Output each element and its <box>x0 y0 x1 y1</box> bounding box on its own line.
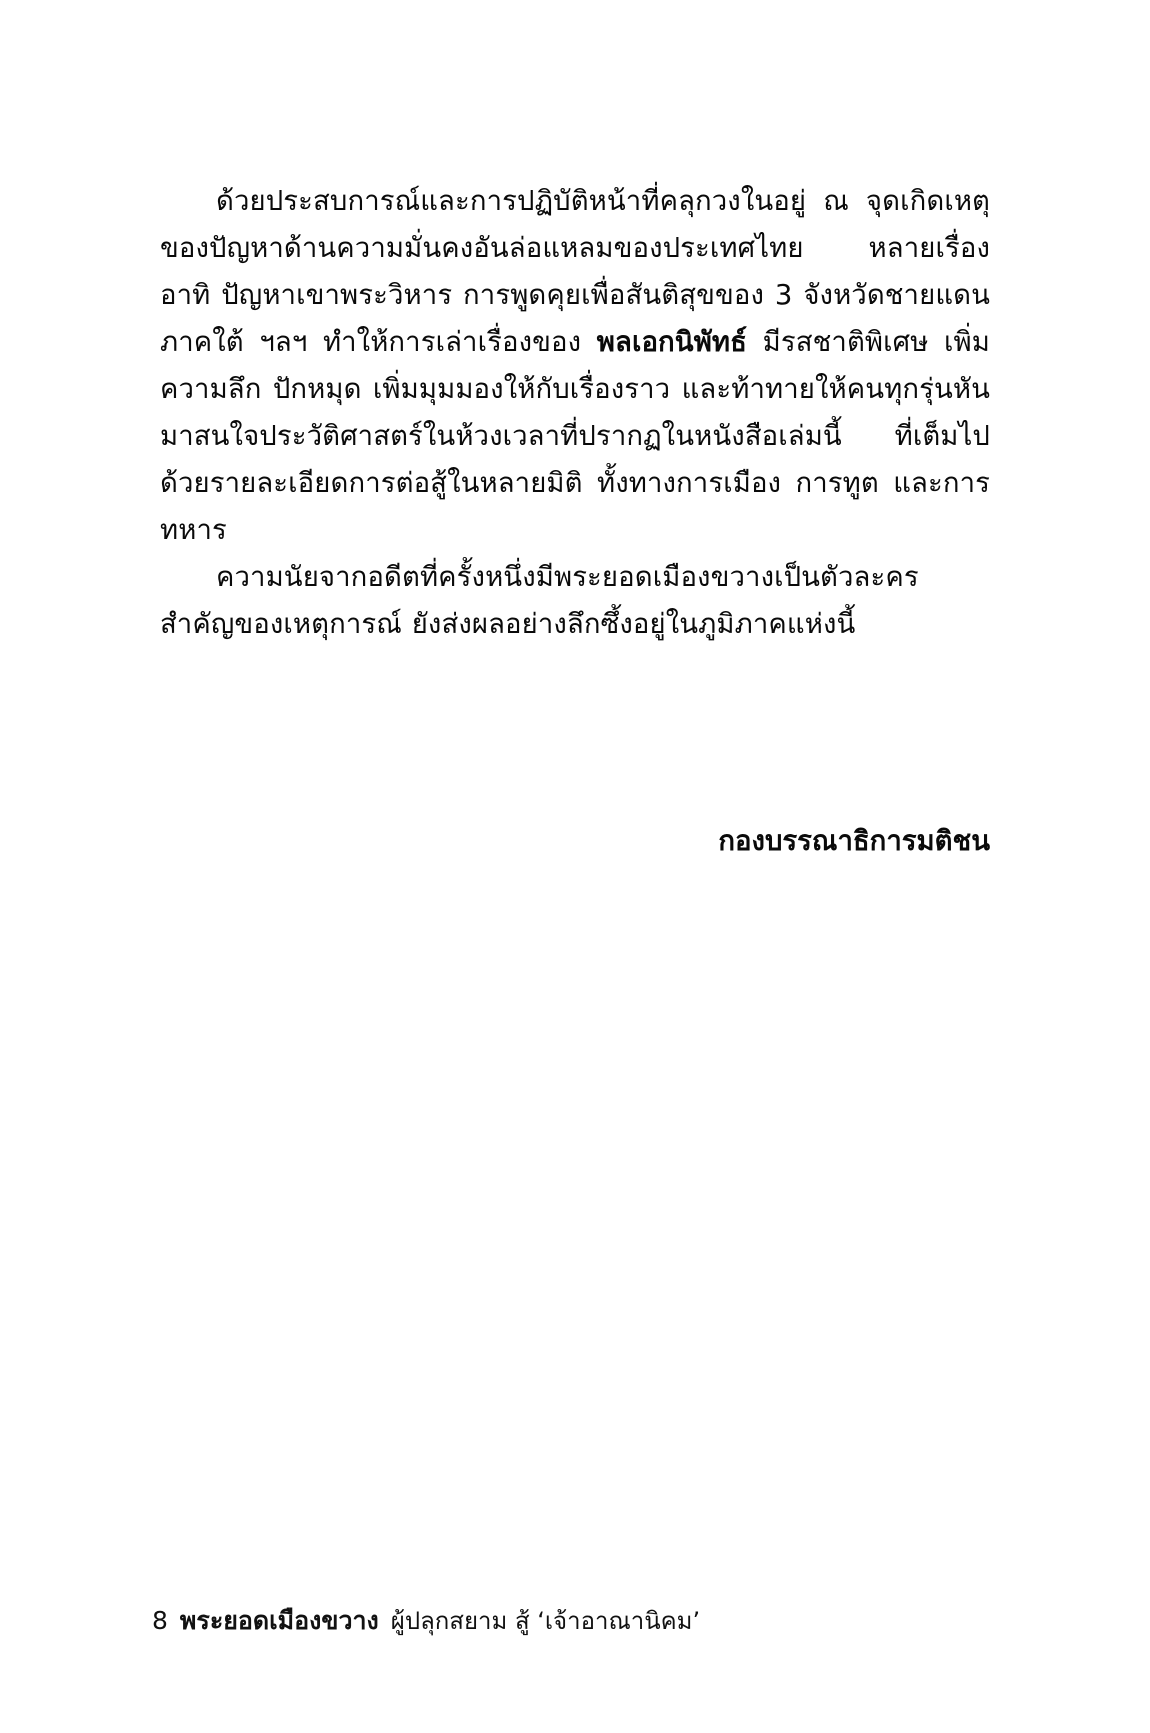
paragraph-2 <box>160 554 990 648</box>
signature-line: กองบรรณาธิการมติชน <box>718 825 990 857</box>
paragraph-1-segment-3: มีรสชาติพิเศษ เพิ่มความลึก ปักหมุด เพิ่มมุมมองให้กับเรื่องราว และท้าทายให้คนทุกรุ่นหันมาสนใจประวัติศาสตร์ในห้วงเวลาที่ปรากฏในหนังสือเล่มนี้ ที่เต็มไปด้วยรายละเอียดการต่อสู้ในหลายมิติ ทั้งทางการเมือง การทูต และการทหาร <box>160 326 990 546</box>
paragraph-1-highlight-name: พลเอกนิพัทธ์ <box>596 326 748 358</box>
paragraph-1-segment-1: ด้วยประสบการณ์และการปฏิบัติหน้าที่คลุกวงในอยู่ ณ จุดเกิดเหตุของปัญหาด้านความมั่นคงอันล่อแหลมของประเทศไทย หลายเรื่อง อาทิ ปัญหาเขาพระวิหาร การพูดคุยเพื่อสันติสุขของ 3 จังหวัดชายแดนภาคใต้ ฯลฯ ทำให้การเล่าเรื่องของ <box>160 185 990 358</box>
footer-book-subtitle: ผู้ปลุกสยาม สู้ ‘เจ้าอาณานิคม’ <box>390 1607 701 1635</box>
paragraph-1 <box>160 178 990 554</box>
paragraph-2-segment-1: ความนัยจากอดีตที่ครั้งหนึ่งมีพระยอดเมืองขวางเป็นตัวละครสำคัญของเหตุการณ์ ยังส่งผลอย่างลึกซึ้งอยู่ในภูมิภาคแห่งนี้ <box>160 561 919 640</box>
footer-page-number: 8 <box>152 1606 168 1635</box>
footer-book-title: พระยอดเมืองขวาง <box>179 1606 379 1635</box>
page-footer <box>152 1601 1012 1641</box>
body-text-block <box>160 178 990 648</box>
